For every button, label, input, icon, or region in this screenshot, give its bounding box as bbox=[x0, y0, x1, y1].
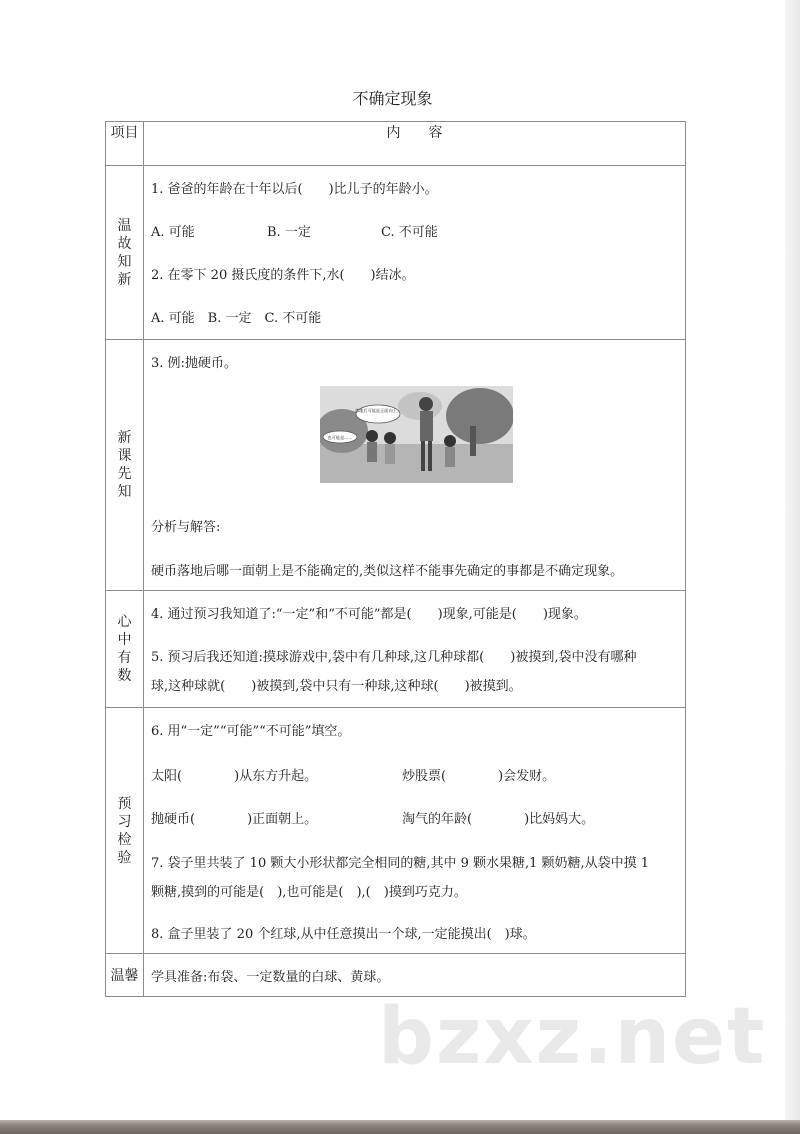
analysis-answer: 硬币落地后哪一面朝上是不能确定的,类似这样不能事先确定的事都是不确定现象。 bbox=[151, 564, 624, 579]
question-2-options: A. 可能 B. 一定 C. 不可能 bbox=[151, 311, 322, 326]
example-3: 3. 例:抛硬币。 bbox=[151, 356, 237, 371]
option-b: B. 一定 bbox=[267, 225, 311, 240]
option-c: C. 不可能 bbox=[381, 225, 438, 240]
section-label-know: 心中有数 bbox=[117, 614, 132, 684]
question-5: 5. 预习后我还知道:摸球游戏中,袋中有几种球,这几种球都( )被摸到,袋中没有哪种 bbox=[151, 650, 637, 665]
header-content: 内 容 bbox=[144, 122, 686, 166]
question-2: 2. 在零下 20 摄氏度的条件下,水( )结冰。 bbox=[151, 268, 415, 283]
question-1-options bbox=[151, 221, 438, 240]
question-5-cont: 球,这种球就( )被摸到,袋中只有一种球,这种球( )被摸到。 bbox=[151, 679, 522, 694]
bubble-tails: 也可能是…… bbox=[327, 435, 353, 440]
materials-note: 学具准备:布袋、一定数量的白球、黄球。 bbox=[151, 970, 390, 985]
page-title: 不确定现象 bbox=[352, 89, 433, 108]
question-8: 8. 盒子里装了 20 个红球,从中任意摸出一个球,一定能摸出( )球。 bbox=[151, 927, 536, 942]
section-label-tips: 温馨 bbox=[110, 968, 139, 984]
table-row bbox=[106, 166, 686, 340]
table-header-row bbox=[106, 122, 686, 166]
page-edge bbox=[785, 0, 800, 1120]
question-7-cont: 颗糖,摸到的可能是( ),也可能是( ),( )摸到巧克力。 bbox=[151, 885, 467, 900]
fill-sun: 太阳( )从东方升起。 bbox=[151, 769, 318, 784]
bottom-bar bbox=[0, 1120, 800, 1134]
option-a: A. 可能 bbox=[151, 225, 195, 240]
fill-stock: 炒股票( )会发财。 bbox=[402, 769, 556, 784]
watermark: bzxz.net bbox=[378, 992, 767, 1082]
table-row bbox=[106, 954, 686, 997]
fill-age: 淘气的年龄( )比妈妈大。 bbox=[402, 812, 595, 827]
question-6: 6. 用“一定”“可能”“不可能”填空。 bbox=[151, 724, 351, 739]
fill-coin: 抛硬币( )正面朝上。 bbox=[151, 812, 318, 827]
lesson-table bbox=[105, 121, 686, 997]
question-1: 1. 爸爸的年龄在十年以后( )比儿子的年龄小。 bbox=[151, 182, 438, 197]
section-label-check: 预习检验 bbox=[117, 795, 132, 866]
header-item: 项目 bbox=[106, 122, 144, 166]
table-row bbox=[106, 340, 686, 591]
section-label-review: 温故知新 bbox=[117, 217, 132, 288]
question-7: 7. 袋子里共装了 10 颗大小形状都完全相同的糖,其中 9 颗水果糖,1 颗奶糖,从袋中摸 1 bbox=[151, 856, 650, 871]
table-row bbox=[106, 591, 686, 708]
analysis-heading: 分析与解答: bbox=[151, 520, 221, 535]
section-label-new-lesson: 新课先知 bbox=[117, 430, 132, 500]
table-row bbox=[106, 708, 686, 954]
question-4: 4. 通过预习我知道了:“一定”和“不可能”都是( )现象,可能是( )现象。 bbox=[151, 607, 587, 622]
bubble-heads: 落地后可能是正面向上。 bbox=[354, 408, 402, 413]
coin-toss-illustration bbox=[320, 386, 513, 483]
